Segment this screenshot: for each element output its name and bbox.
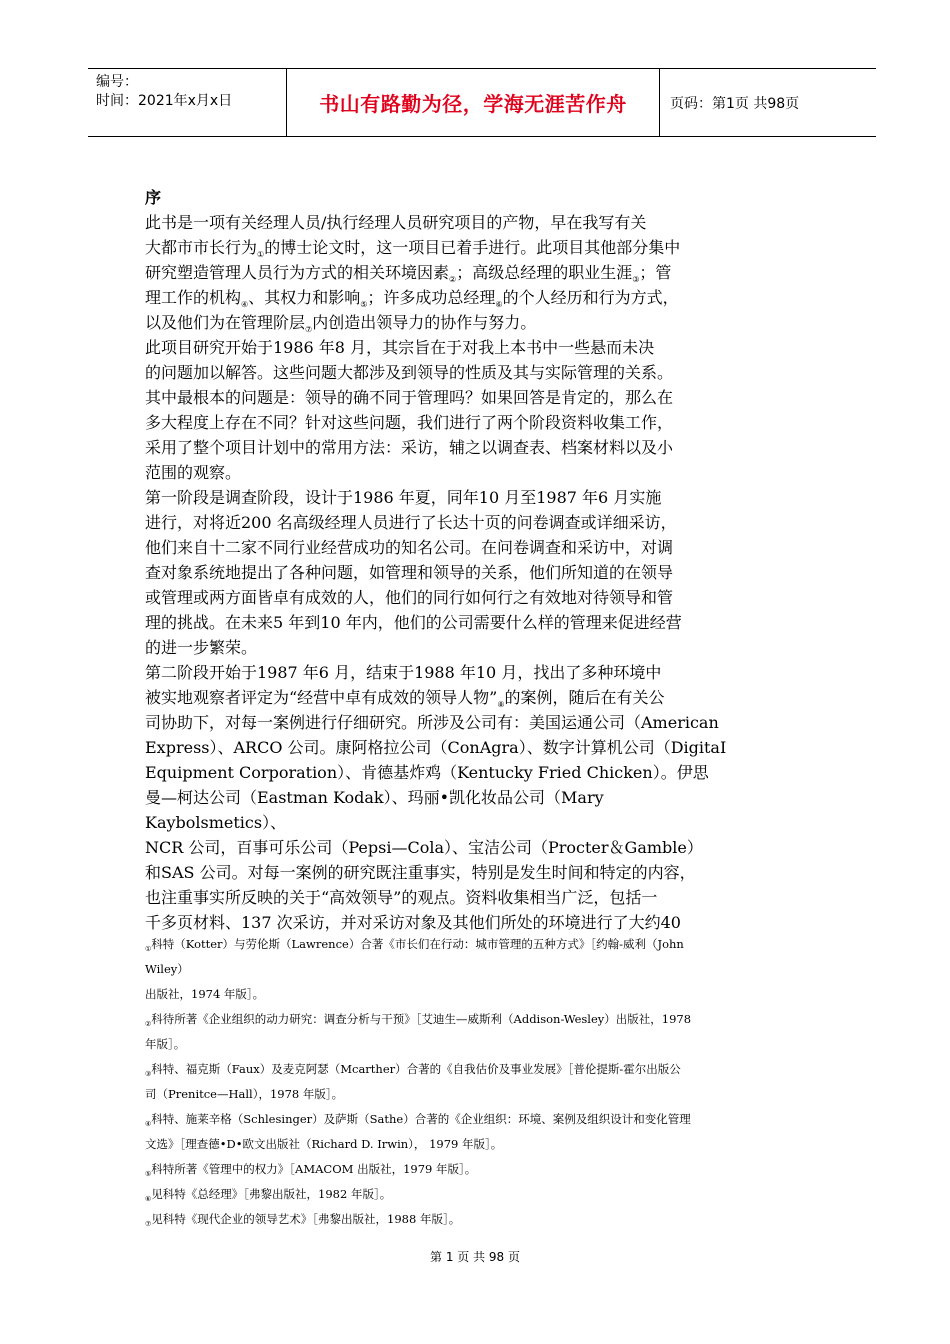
- footnote-text: 科特（Kotter）与劳伦斯（Lawrence）合著《市长们在行动：城市管理的五种方式》［约翰-威利（John: [151, 937, 684, 951]
- body-text-segment: Express）、ARCO 公司。康阿格拉公司（ConAgra）、数字计算机公司（DigitaI: [145, 738, 727, 757]
- body-text-segment: 此书是一项有关经理人员/执行经理人员研究项目的产物，早在我写有关: [145, 213, 647, 232]
- footnote-line: [145, 932, 845, 957]
- footnote-line: [145, 1157, 845, 1182]
- footnote-text: 科特、施莱辛格（Schlesinger）及萨斯（Sathe）合著的《企业组织：环境、案例及组织设计和变化管理: [151, 1112, 691, 1126]
- body-text-segment: ；高级总经理的职业生涯: [456, 263, 633, 282]
- footnote-marker: ①: [145, 945, 152, 953]
- body-line: [145, 535, 825, 560]
- body-line: [145, 260, 825, 285]
- body-text-segment: 的进一步繁荣。: [145, 638, 258, 657]
- body-text-segment: Kaybolsmetics）、: [145, 813, 287, 832]
- footnote-text: 司（Prenitce—Hall），1978 年版］。: [145, 1087, 344, 1101]
- footnote-text: 见科特《现代企业的领导艺术》［弗黎出版社，1988 年版］。: [151, 1212, 461, 1226]
- body-line: [145, 510, 825, 535]
- footnote-line: [145, 957, 845, 982]
- body-line: [145, 885, 825, 910]
- header-motto: 书山有路勤为径，学海无涯苦作舟: [286, 69, 660, 136]
- footnote-marker: ①: [257, 250, 265, 259]
- body-line: [145, 660, 825, 685]
- body-line: [145, 685, 825, 710]
- footnote-marker: ⑧: [497, 700, 505, 709]
- body-text-segment: 研究塑造管理人员行为方式的相关环境因素: [145, 263, 450, 282]
- body-line: [145, 460, 825, 485]
- body-text-segment: 曼—柯达公司（Eastman Kodak）、玛丽•凯化妆品公司（Mary: [145, 788, 604, 807]
- body-line: [145, 810, 825, 835]
- footnote-marker: ⑤: [360, 300, 368, 309]
- footnote-line: [145, 1007, 845, 1032]
- body-text-segment: 大都市市长行为: [145, 238, 258, 257]
- header-meta: [88, 69, 286, 136]
- body-text: [145, 210, 825, 935]
- body-text-segment: 此项目研究开始于1986 年8 月，其宗旨在于对我上本书中一些悬而未决: [145, 338, 655, 357]
- date-label: 时间：2021年x月x日: [96, 93, 233, 109]
- header-page-label: 页码：第1页 共98页: [670, 95, 800, 112]
- footnote-marker: ⑤: [145, 1170, 152, 1178]
- footnote-text: Wiley）: [145, 962, 189, 976]
- body-text-segment: NCR 公司，百事可乐公司（Pepsi—Cola）、宝洁公司（Procter＆Gamble）: [145, 838, 703, 857]
- body-line: [145, 835, 825, 860]
- body-text-segment: 进行，对将近200 名高级经理人员进行了长达十页的问卷调查或详细采访，: [145, 513, 677, 532]
- body-text-segment: 查对象系统地提出了各种问题，如管理和领导的关系，他们所知道的在领导: [145, 563, 674, 582]
- body-line: [145, 585, 825, 610]
- footnote-line: [145, 1107, 845, 1132]
- footnote-line: [145, 1182, 845, 1207]
- body-line: [145, 385, 825, 410]
- body-line: [145, 610, 825, 635]
- footnote-text: 年版］。: [145, 1037, 186, 1051]
- body-line: [145, 410, 825, 435]
- footnote-marker: ③: [632, 275, 640, 284]
- footnote-text: 出版社，1974 年版］。: [145, 987, 265, 1001]
- body-text-segment: 千多页材料、137 次采访，并对采访对象及其他们所处的环境进行了大约40: [145, 913, 681, 932]
- body-text-segment: 以及他们为在管理阶层: [145, 313, 306, 332]
- footnote-marker: ③: [145, 1070, 152, 1078]
- body-line: [145, 335, 825, 360]
- footnote-marker: ②: [145, 1020, 152, 1028]
- body-line: [145, 860, 825, 885]
- body-text-segment: ；管: [639, 263, 672, 282]
- number-label: 编号：: [96, 74, 138, 90]
- body-line: [145, 285, 825, 310]
- body-text-segment: 或管理或两方面皆卓有成效的人，他们的同行如何行之有效地对待领导和管: [145, 588, 674, 607]
- body-line: [145, 310, 825, 335]
- footnote-text: 见科特《总经理》［弗黎出版社，1982 年版］。: [151, 1187, 392, 1201]
- body-line: [145, 485, 825, 510]
- body-line: [145, 710, 825, 735]
- body-text-segment: 的博士论文时，这一项目已着手进行。此项目其他部分集中: [264, 238, 681, 257]
- footnote-marker: ⑥: [145, 1195, 152, 1203]
- body-line: [145, 210, 825, 235]
- body-line: [145, 635, 825, 660]
- footnote-text: 科特所著《管理中的权力》［AMACOM 出版社，1979 年版］。: [151, 1162, 477, 1176]
- body-text-segment: 内创造出领导力的协作与努力。: [312, 313, 537, 332]
- footnote-line: [145, 1057, 845, 1082]
- footnote-marker: ⑥: [495, 300, 503, 309]
- page-header: [88, 68, 876, 137]
- footnote-line: [145, 1032, 845, 1057]
- body-text-segment: 采用了整个项目计划中的常用方法：采访，辅之以调查表、档案材料以及小: [145, 438, 674, 457]
- footnote-line: [145, 1082, 845, 1107]
- body-text-segment: 也注重事实所反映的关于“高效领导”的观点。资料收集相当广泛，包括一: [145, 888, 658, 907]
- body-line: [145, 735, 825, 760]
- body-text-segment: ；许多成功总经理: [367, 288, 496, 307]
- body-text-segment: 的案例，随后在有关公: [504, 688, 665, 707]
- footnote-marker: ⑦: [145, 1220, 152, 1228]
- body-text-segment: 理工作的机构: [145, 288, 242, 307]
- footnote-text: 科特、福克斯（Faux）及麦克阿瑟（Mcarther）合著的《自我估价及事业发展》［普伦提斯-霍尔出版公: [151, 1062, 681, 1076]
- body-text-segment: 司协助下，对每一案例进行仔细研究。所涉及公司有：美国运通公司（American: [145, 713, 719, 732]
- footnote-marker: ④: [241, 300, 249, 309]
- body-line: [145, 360, 825, 385]
- footnote-text: 科待所著《企业组织的动力研究：调查分析与干预》［艾迪生—威斯利（Addison-Wesley）出版社，1978: [151, 1012, 692, 1026]
- footnote-line: [145, 1132, 845, 1157]
- body-text-segment: 的个人经历和行为方式，: [502, 288, 679, 307]
- body-text-segment: 其中最根本的问题是：领导的确不同于管理吗？如果回答是肯定的，那么在: [145, 388, 674, 407]
- body-text-segment: 和SAS 公司。对每一案例的研究既注重事实，特别是发生时间和特定的内容，: [145, 863, 696, 882]
- footnote-line: [145, 982, 845, 1007]
- body-line: [145, 560, 825, 585]
- footnote-line: [145, 1207, 845, 1232]
- body-text-segment: 被实地观察者评定为“经营中卓有成效的领导人物”: [145, 688, 498, 707]
- body-line: [145, 235, 825, 260]
- section-title: 序: [145, 188, 162, 207]
- body-line: [145, 785, 825, 810]
- body-text-segment: 第一阶段是调查阶段，设计于1986 年夏，同年10 月至1987 年6 月实施: [145, 488, 662, 507]
- footnote-marker: ⑦: [305, 325, 313, 334]
- footnote-marker: ②: [449, 275, 457, 284]
- body-text-segment: 多大程度上存在不同？针对这些问题，我们进行了两个阶段资料收集工作，: [145, 413, 674, 432]
- body-text-segment: 第二阶段开始于1987 年6 月，结束于1988 年10 月，找出了多种环境中: [145, 663, 662, 682]
- body-text-segment: Equipment Corporation）、肯德基炸鸡（Kentucky Fried Chicken）。伊思: [145, 763, 709, 782]
- footnote-marker: ④: [145, 1120, 152, 1128]
- body-text-segment: 理的挑战。在未来5 年到10 年内，他们的公司需要什么样的管理来促进经营: [145, 613, 682, 632]
- body-text-segment: 的问题加以解答。这些问题大都涉及到领导的性质及其与实际管理的关系。: [145, 363, 674, 382]
- footnotes: [145, 932, 845, 1232]
- body-text-segment: 他们来自十二家不同行业经营成功的知名公司。在问卷调查和采访中，对调: [145, 538, 674, 557]
- body-text-segment: 范围的观察。: [145, 463, 242, 482]
- body-text-segment: 、其权力和影响: [248, 288, 361, 307]
- body-line: [145, 760, 825, 785]
- body-line: [145, 435, 825, 460]
- document-body: [145, 186, 825, 935]
- footnote-text: 文选》［理查德•D•欧文出版社（Richard D. Irwin）， 1979 年版］。: [145, 1137, 503, 1151]
- page-footer: 第 1 页 共 98 页: [430, 1250, 520, 1264]
